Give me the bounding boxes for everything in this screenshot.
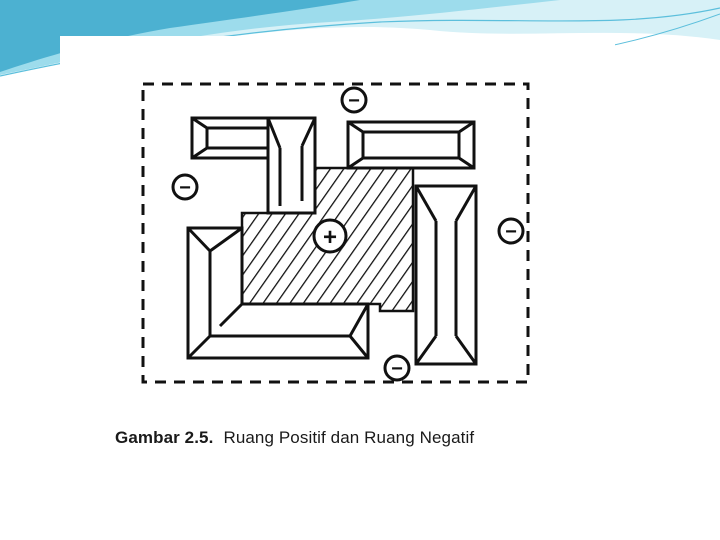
positive-mark: + [322, 224, 338, 251]
positive-space-marker [314, 220, 346, 252]
negative-space-marker-right [499, 219, 523, 243]
caption-number: Gambar 2.5. [115, 428, 214, 447]
negative-space-marker-left [173, 175, 197, 199]
negative-mark-top: − [348, 90, 360, 112]
building-top-left-wing [268, 118, 315, 213]
figure-diagram [60, 36, 615, 421]
figure-caption [115, 428, 474, 448]
negative-mark-bottom: − [391, 358, 403, 380]
caption-text: Ruang Positif dan Ruang Negatif [223, 428, 475, 447]
building-top-right [348, 122, 474, 168]
negative-space-marker-bottom [385, 356, 409, 380]
figure-card [60, 36, 615, 466]
negative-space-marker-top [342, 88, 366, 112]
negative-mark-left: − [179, 177, 191, 199]
building-right [416, 186, 476, 364]
negative-mark-right: − [505, 221, 517, 243]
